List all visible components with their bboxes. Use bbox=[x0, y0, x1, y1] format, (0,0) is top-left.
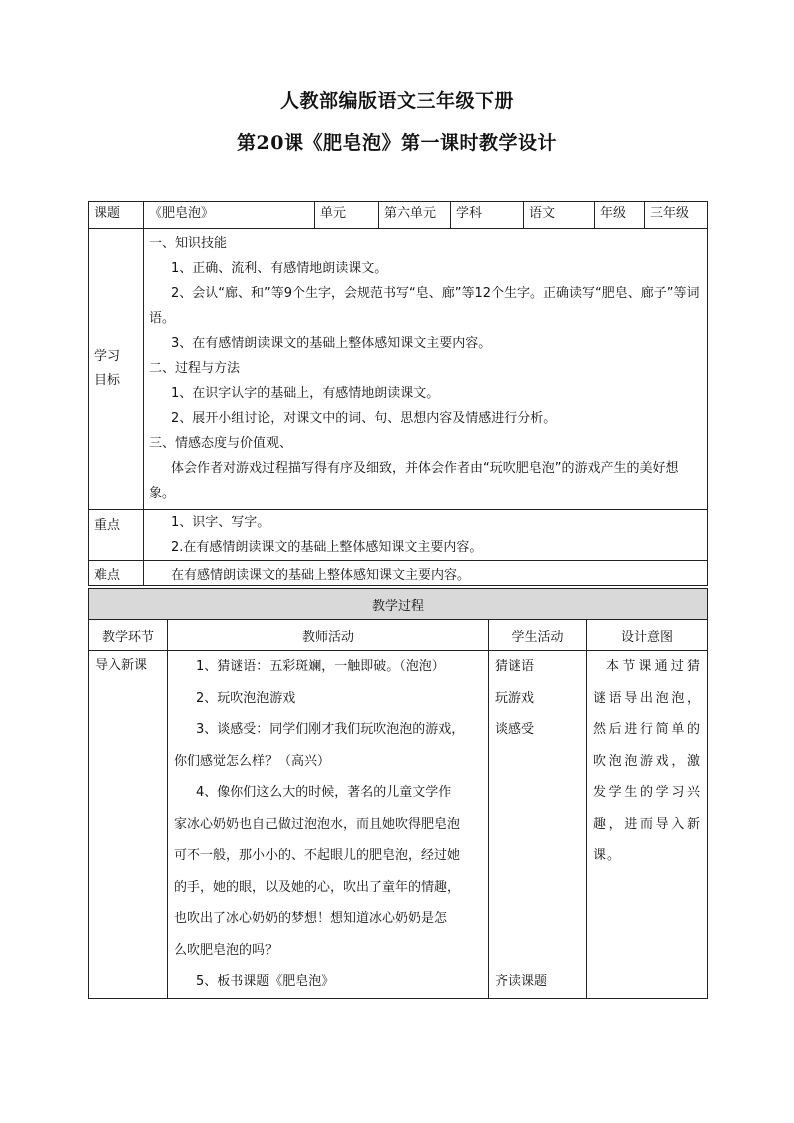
course-label: 课题 bbox=[89, 202, 144, 229]
objectives-label-part2: 目标 bbox=[94, 373, 121, 388]
teacher-line: 的手，她的眼，以及她的心，吹出了童年的情趣， bbox=[174, 879, 461, 895]
teacher-line: 可不一般，那小小的、不起眼儿的肥皂泡，经过她 bbox=[174, 848, 461, 863]
objective-line: 一、知识技能 bbox=[149, 236, 228, 251]
key-point-line: 1、识字、写字。 bbox=[171, 515, 271, 530]
objectives-row bbox=[89, 229, 708, 510]
info-row-basic bbox=[89, 202, 708, 229]
student-line: 猜谜语 bbox=[495, 659, 535, 674]
header-design: 设计意图 bbox=[587, 620, 708, 651]
lesson-info-table bbox=[88, 201, 708, 586]
difficulty-row bbox=[89, 561, 708, 586]
course-value: 《肥皂泡》 bbox=[144, 202, 315, 229]
objective-line: 2、展开小组讨论，对课文中的词、句、思想内容及情感进行分析。 bbox=[171, 411, 557, 426]
key-point-line: 2.在有感情朗读课文的基础上整体感知课文主要内容。 bbox=[171, 540, 483, 555]
objective-line: 三、情感态度与价值观、 bbox=[149, 436, 293, 451]
teacher-line: 1、猜谜语：五彩斑斓，一触即破。（泡泡） bbox=[196, 659, 445, 674]
process-section-row bbox=[89, 589, 708, 620]
process-row-intro bbox=[89, 651, 708, 999]
objective-line: 二、过程与方法 bbox=[149, 361, 241, 376]
process-section-title: 教学过程 bbox=[89, 589, 708, 620]
header-stage: 教学环节 bbox=[89, 620, 168, 651]
objectives-label-part1: 学习 bbox=[94, 349, 121, 364]
document-title: 人教部编版语文三年级下册 bbox=[279, 90, 514, 112]
student-line bbox=[495, 809, 580, 841]
process-header-row bbox=[89, 620, 708, 651]
objectives-content bbox=[144, 229, 708, 510]
key-points-content bbox=[144, 510, 708, 561]
grade-label: 年级 bbox=[595, 202, 645, 229]
design-intent: 本节课通过猜谜语导出泡泡，然后进行简单的吹泡泡游戏，激发学生的学习兴趣，进而导入新课。 bbox=[587, 651, 708, 999]
objective-line: 1、在识字认字的基础上，有感情地朗读课文。 bbox=[171, 386, 440, 401]
student-activity bbox=[489, 651, 587, 999]
teacher-activity bbox=[168, 651, 489, 999]
teacher-line: 3、谈感受：同学们刚才我们玩吹泡泡的游戏， bbox=[196, 722, 465, 737]
teacher-line: 5、板书课题《肥皂泡》 bbox=[196, 974, 335, 989]
teacher-line: 家冰心奶奶也自己做过泡泡水，而且她吹得肥皂泡 bbox=[174, 816, 461, 832]
key-points-label: 重点 bbox=[89, 510, 144, 561]
student-line bbox=[495, 872, 580, 904]
objective-line: 3、在有感情朗读课文的基础上整体感知课文主要内容。 bbox=[171, 336, 492, 351]
difficulty-label: 难点 bbox=[89, 561, 144, 586]
unit-label: 单元 bbox=[315, 202, 379, 229]
grade-value: 三年级 bbox=[645, 202, 708, 229]
student-line: 谈感受 bbox=[495, 722, 535, 737]
subject-label: 学科 bbox=[451, 202, 524, 229]
header-teacher: 教师活动 bbox=[168, 620, 489, 651]
teacher-line: 2、玩吹泡泡游戏 bbox=[196, 690, 296, 706]
objective-line: 体会作者对游戏过程描写得有序及细致，并体会作者由“玩吹肥皂泡”的游戏产生的美好想象。 bbox=[149, 461, 679, 501]
teacher-line: 么吹肥皂泡的吗？ bbox=[174, 942, 279, 958]
stage-name: 导入新课 bbox=[89, 651, 168, 999]
objectives-label bbox=[89, 229, 144, 510]
teacher-line: 你们感觉怎么样？（高兴） bbox=[174, 753, 331, 769]
objective-line: 2、会认“廊、和”等9个生字，会规范书写“皂、廊”等12个生字。正确读写“肥皂、廊子”等词语。 bbox=[149, 286, 700, 326]
teacher-line: 4、像你们这么大的时候，著名的儿童文学作 bbox=[196, 785, 452, 800]
lesson-title: 第20课《肥皂泡》第一课时教学设计 bbox=[237, 132, 557, 154]
teacher-line: 也吹出了冰心奶奶的梦想！想知道冰心奶奶是怎 bbox=[174, 911, 448, 926]
student-line bbox=[495, 746, 580, 778]
unit-value: 第六单元 bbox=[379, 202, 451, 229]
student-line bbox=[495, 903, 580, 935]
header-student: 学生活动 bbox=[489, 620, 587, 651]
objective-line: 1、正确、流利、有感情地朗读课文。 bbox=[171, 261, 388, 276]
student-line bbox=[495, 840, 580, 872]
difficulty-content: 在有感情朗读课文的基础上整体感知课文主要内容。 bbox=[144, 561, 708, 586]
student-line: 玩游戏 bbox=[495, 690, 535, 706]
student-line: 齐读课题 bbox=[495, 974, 548, 989]
key-points-row bbox=[89, 510, 708, 561]
teaching-process-table bbox=[88, 588, 708, 999]
subject-value: 语文 bbox=[524, 202, 595, 229]
student-line bbox=[495, 777, 580, 809]
student-line bbox=[495, 935, 580, 967]
